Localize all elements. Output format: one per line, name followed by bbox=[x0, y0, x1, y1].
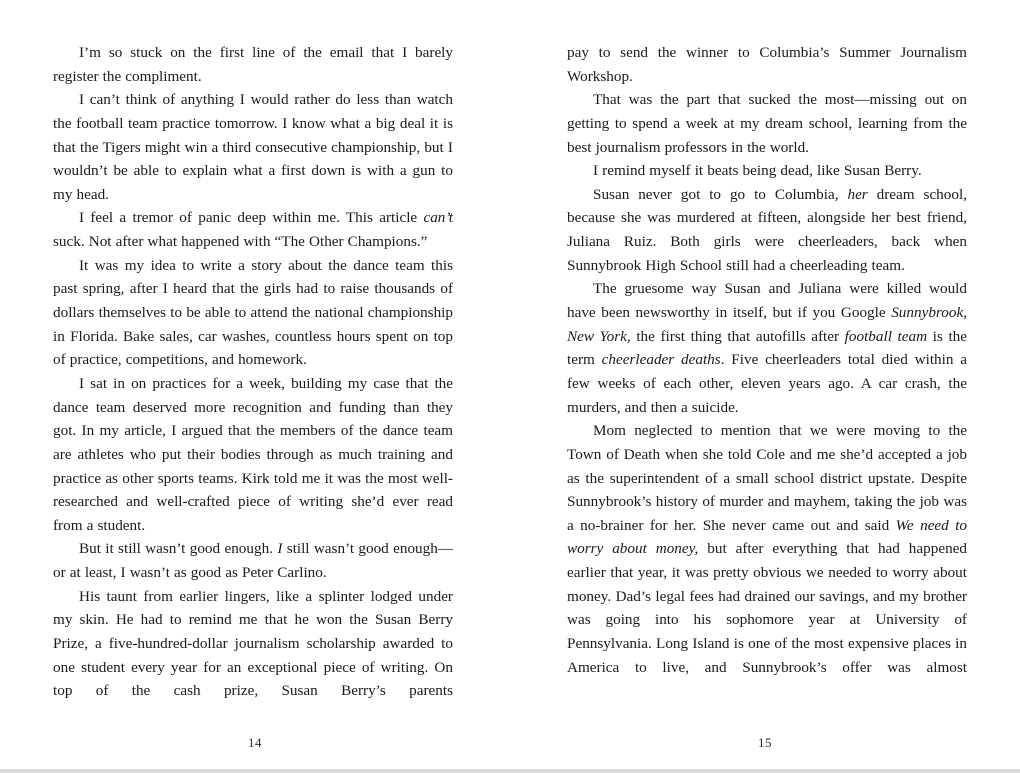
paragraph bbox=[53, 206, 453, 253]
italic-text-run: We need to worry about money, bbox=[567, 516, 968, 558]
text-run: But it still wasn’t good enough. bbox=[79, 540, 278, 558]
text-run: I can’t think of anything I would rather do less than watch the football team practice tomorrow. I know what a big deal it is that the Tigers might win a third consecutive championship, but I wouldn’t be able to explain what a first down is with a gun to my head. bbox=[53, 91, 453, 203]
paragraph bbox=[53, 41, 453, 88]
paragraph bbox=[567, 419, 967, 679]
text-run: Susan never got to go to Columbia, bbox=[593, 185, 848, 203]
paragraph bbox=[567, 41, 967, 88]
paragraph bbox=[567, 183, 967, 278]
text-run: suck. Not after what happened with “The Other Champions.” bbox=[53, 233, 428, 251]
text-run: I’m so stuck on the first line of the email that I barely register the compliment. bbox=[53, 44, 453, 85]
text-run: pay to send the winner to Columbia’s Summer Journalism Workshop. bbox=[567, 44, 967, 85]
text-run: Mom neglected to mention that we were moving to the Town of Death when she told Cole and me she’d accepted a job as the superintendent of a small school district upstate. Despite Sunnybrook’s history of murder and mayhem, taking the job was a no-brainer for her. She never came out and said bbox=[567, 422, 967, 534]
page-bottom-edge bbox=[0, 769, 1020, 773]
paragraph bbox=[53, 88, 453, 206]
text-run: That was the part that sucked the most—missing out on getting to spend a week at my dream school, learning from the best journalism professors in the world. bbox=[567, 91, 967, 156]
italic-text-run: can’t bbox=[423, 209, 453, 227]
italic-text-run: I bbox=[277, 540, 283, 558]
page-number: 14 bbox=[248, 735, 262, 750]
text-run: still wasn’t good enough—or at least, I wasn’t as good as Peter Carlino. bbox=[53, 540, 454, 582]
paragraph bbox=[567, 277, 967, 419]
paragraph bbox=[53, 372, 453, 537]
page-number: 15 bbox=[758, 735, 772, 750]
paragraph bbox=[567, 159, 967, 183]
italic-text-run: her bbox=[847, 185, 868, 203]
page-right bbox=[510, 0, 1020, 773]
text-run: dream school, because she was murdered at fifteen, alongside her best friend, Juliana Ruiz. Both girls were cheerleaders, back when Sunnybrook High School still had a cheerleading team. bbox=[567, 185, 967, 274]
text-run: the first thing that autofills after bbox=[630, 327, 845, 345]
text-run: The gruesome way Susan and Juliana were killed would have been newsworthy in itself, but if you Google bbox=[567, 280, 967, 322]
text-run: I feel a tremor of panic deep within me. This article bbox=[79, 209, 424, 227]
italic-text-run: cheerleader deaths bbox=[601, 351, 721, 369]
text-run: is the term bbox=[567, 327, 968, 369]
text-run: His taunt from earlier lingers, like a splinter lodged under my skin. He had to remind me that he won the Susan Berry Prize, a five-hundred-dollar journalism scholarship awarded to one student every year for an exceptional piece of writing. On top of the cash prize, Susan Berry’s parents bbox=[53, 587, 453, 700]
paragraph bbox=[53, 585, 453, 703]
paragraph bbox=[567, 88, 967, 159]
page-body bbox=[567, 41, 967, 679]
paragraph bbox=[53, 537, 453, 584]
text-run: . Five cheerleaders total died within a few weeks of each other, eleven years ago. A car crash, the murders, and then a suicide. bbox=[567, 351, 968, 416]
paragraph bbox=[53, 254, 453, 372]
text-run: I sat in on practices for a week, building my case that the dance team deserved more recognition and funding than they got. In my article, I argued that the members of the dance team are athletes who put their bodies through as much training and practice as other sports teams. Kirk told me it was the most well-researched and well-crafted piece of writing she’d ever read from a student. bbox=[53, 374, 453, 534]
italic-text-run: football team bbox=[844, 327, 928, 345]
page-body bbox=[53, 41, 453, 703]
text-run: but after everything that had happened earlier that year, it was pretty obvious we needed to worry about money. Dad’s legal fees had drained our savings, and my brother was going into his sophomore year at University of Pennsylvania. Long Island is one of the most expensive places in America to live, and Sunnybrook’s offer was almost bbox=[567, 540, 967, 676]
italic-text-run: Sunnybrook, New York, bbox=[567, 304, 967, 345]
text-run: I remind myself it beats being dead, like Susan Berry. bbox=[593, 162, 922, 180]
text-run: It was my idea to write a story about the dance team this past spring, after I heard that the girls had to raise thousands of dollars themselves to be able to attend the national championship in Florida. Bake sales, car washes, countless hours spent on top of practice, competitions, and homework. bbox=[53, 256, 453, 369]
